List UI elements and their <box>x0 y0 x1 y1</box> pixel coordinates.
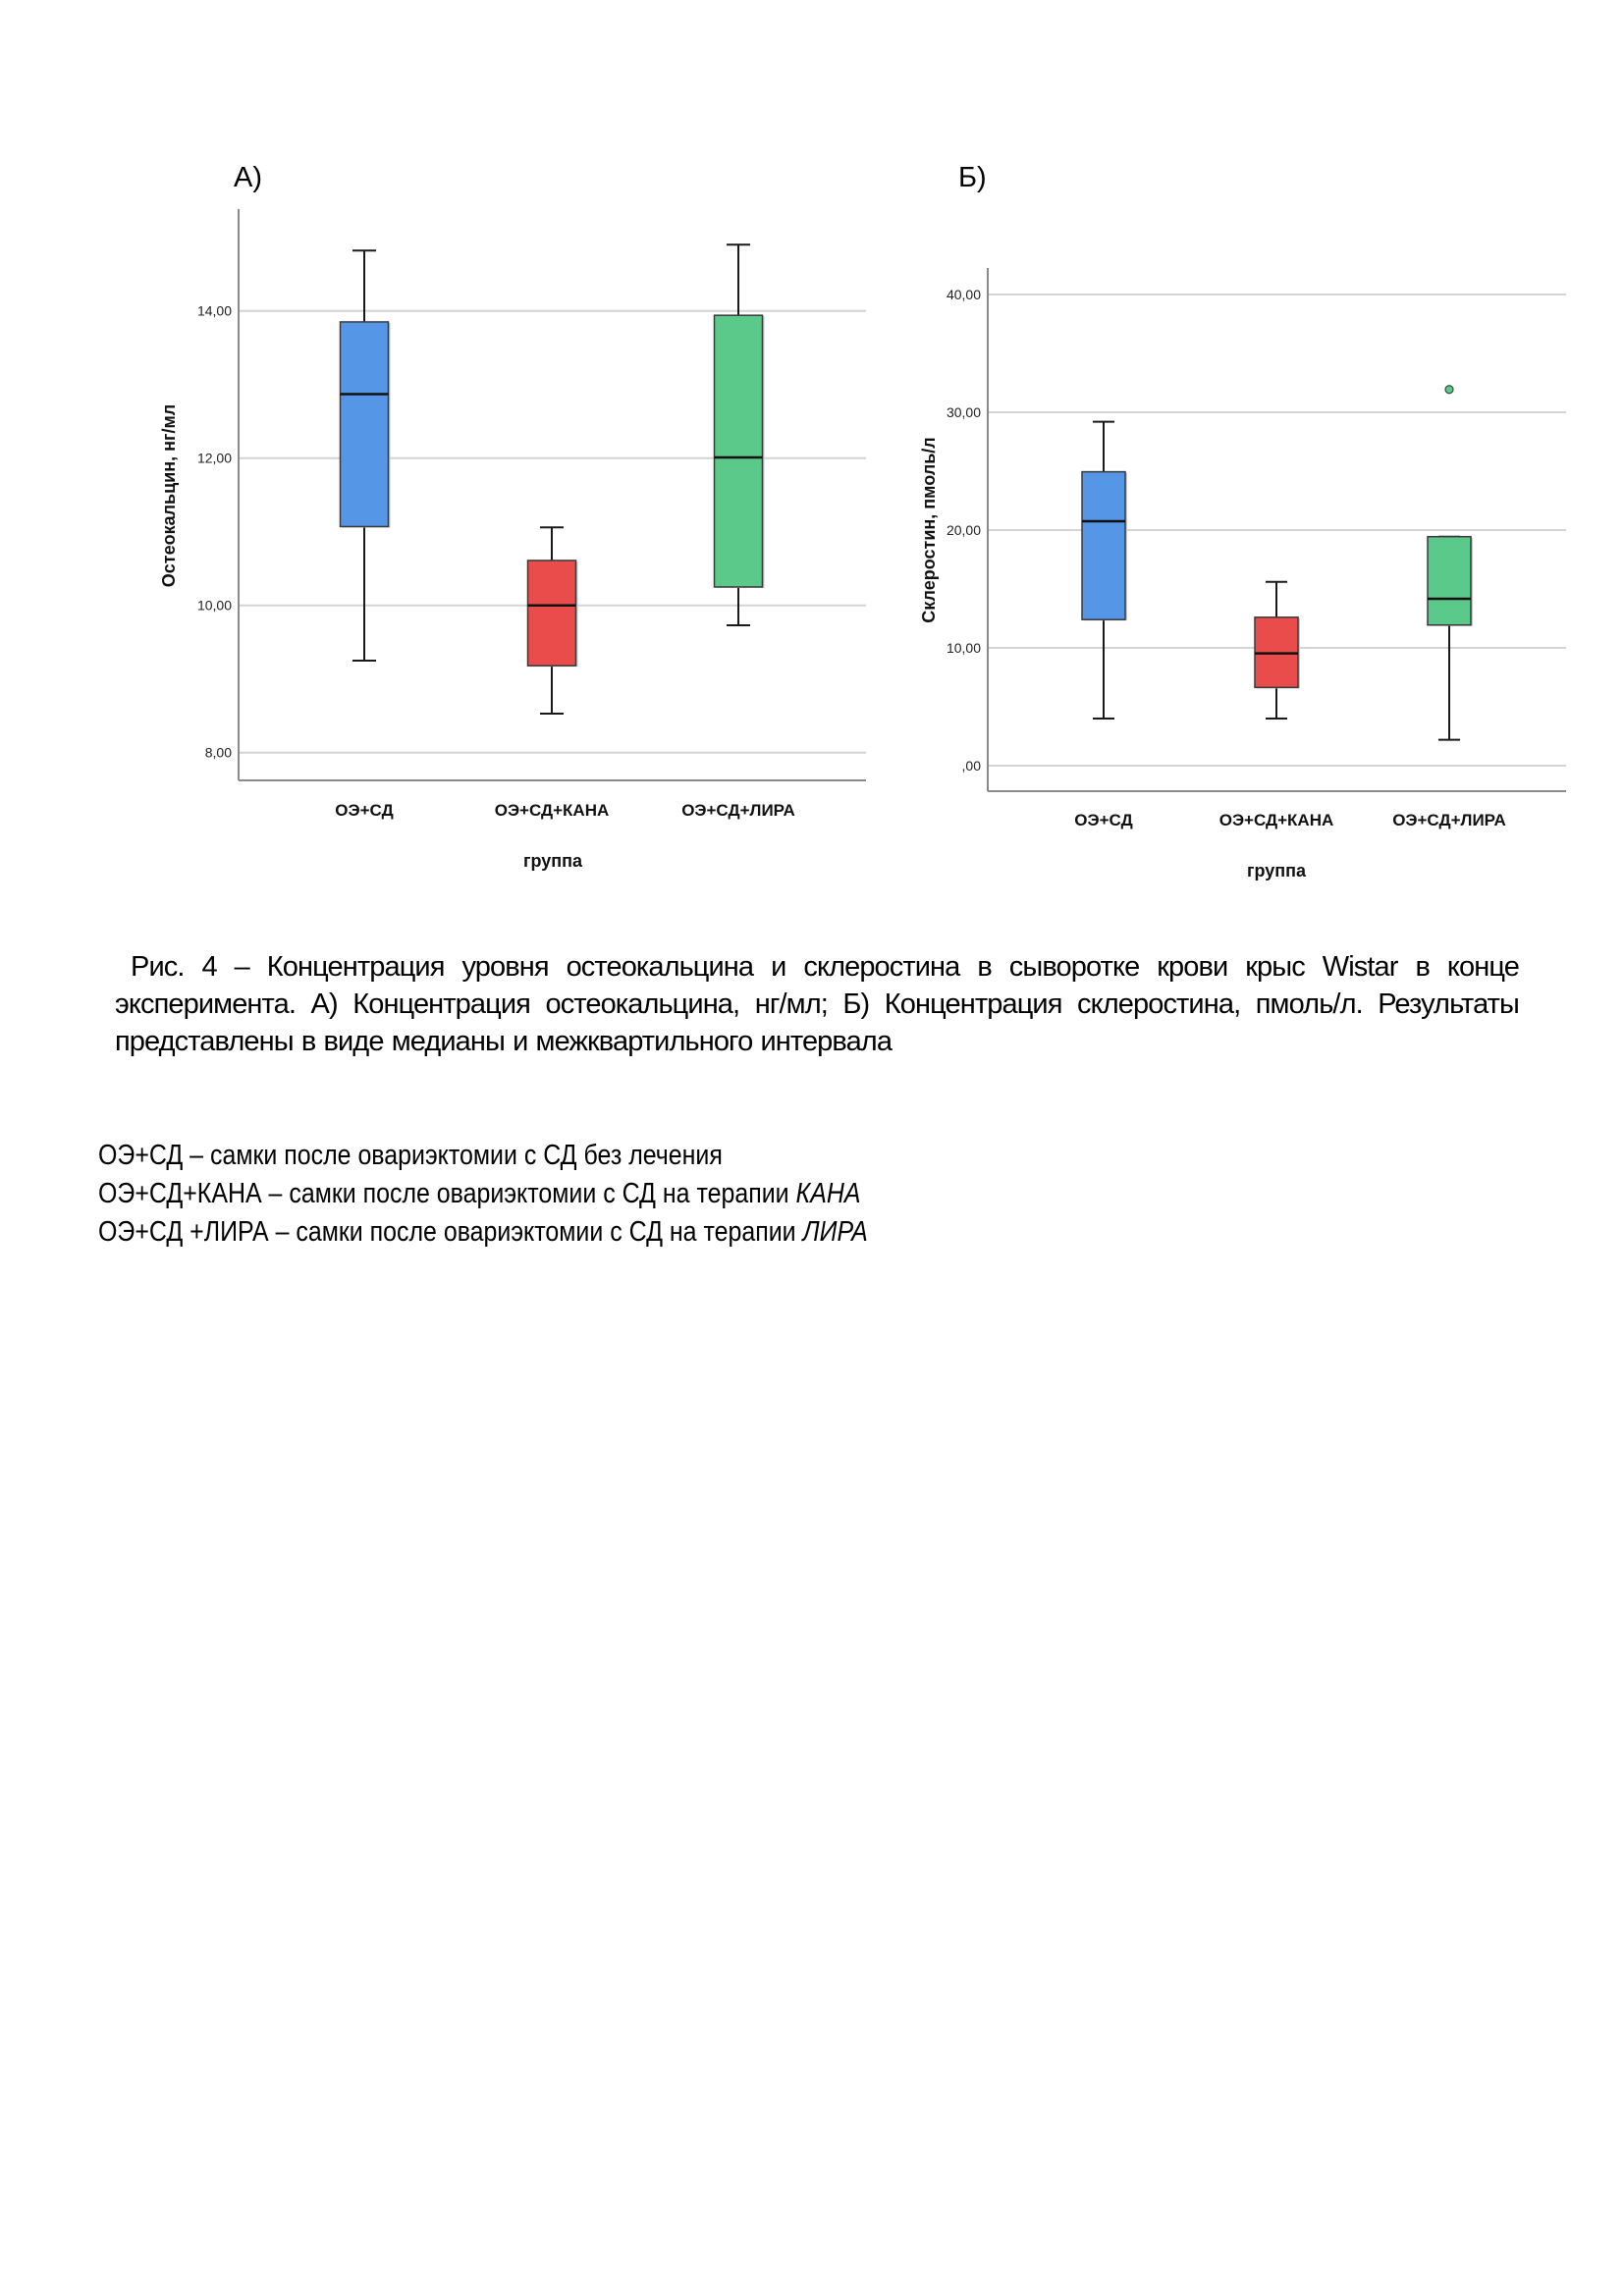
chart-a-boxes <box>341 244 765 714</box>
box-2 <box>528 527 578 714</box>
y-tick-label: ,00 <box>961 758 981 774</box>
figure-caption-text: Рис. 4 – Концентрация уровня остеокальцина и склеростина в сыворотке крови крыс Wistar в конце эксперимента. А) Концентрация остеокальцина, нг/мл; Б) Концентрация склеростина, пмоль/л. Результаты представлены в виде медианы и межквартильного интервала <box>115 951 1519 1057</box>
legend-item <box>98 1175 868 1213</box>
y-tick-label: 10,00 <box>946 640 981 656</box>
legend-desc: – самки после овариэктомии с СД без лечения <box>183 1140 723 1171</box>
chart-a-osteocalcin <box>159 162 866 871</box>
legend-abbr: ОЭ+СД+КАНА <box>98 1178 262 1209</box>
iqr-box <box>715 315 763 587</box>
x-tick-label: ОЭ+СД <box>335 801 394 820</box>
legend-desc: – самки после овариэктомии с СД на терапии <box>268 1216 803 1248</box>
legend-therapy: ЛИРА <box>802 1216 868 1248</box>
chart-b-sclerostin <box>919 162 1566 881</box>
x-tick-label: ОЭ+СД+ЛИРА <box>1392 811 1506 829</box>
legend-abbr: ОЭ+СД +ЛИРА <box>98 1216 269 1248</box>
legend-item <box>98 1137 868 1175</box>
box-1 <box>341 250 391 661</box>
legend-item <box>98 1213 868 1252</box>
iqr-box <box>1082 472 1125 620</box>
box-3 <box>715 244 765 625</box>
legend-abbr: ОЭ+СД <box>98 1140 184 1171</box>
y-tick-label: 12,00 <box>196 450 232 466</box>
group-legend <box>98 1137 993 1252</box>
figure-caption <box>115 948 1519 1060</box>
y-tick-label: 40,00 <box>946 287 981 302</box>
x-tick-label: ОЭ+СД <box>1074 811 1133 829</box>
box-3 <box>1428 386 1473 740</box>
x-tick-label: ОЭ+СД+ЛИРА <box>681 801 795 820</box>
legend-desc: – самки после овариэктомии с СД на терапии <box>261 1178 796 1209</box>
iqr-box <box>341 322 389 527</box>
iqr-box <box>1428 537 1471 625</box>
box-2 <box>1255 582 1300 719</box>
panel-label-a: A) <box>234 162 262 193</box>
outlier-point <box>1445 386 1453 394</box>
box-1 <box>1082 422 1127 719</box>
chart-b-y-ticks <box>947 287 981 774</box>
y-tick-label: 14,00 <box>196 302 232 319</box>
legend-therapy: КАНА <box>795 1178 861 1209</box>
x-tick-label: ОЭ+СД+КАНА <box>494 801 610 820</box>
y-tick-label: 30,00 <box>946 404 981 420</box>
chart-b-boxes <box>1082 386 1473 740</box>
x-tick-label: ОЭ+СД+КАНА <box>1218 811 1334 829</box>
chart-a-x-ticks <box>335 801 795 820</box>
chart-b-y-axis-title: Склеростин, пмоль/л <box>919 437 939 623</box>
iqr-box <box>528 561 576 666</box>
chart-a-x-axis-title: группа <box>522 851 583 871</box>
y-tick-label: 8,00 <box>204 744 232 761</box>
y-tick-label: 10,00 <box>196 597 232 614</box>
panel-label-b: Б) <box>958 162 987 193</box>
figure-charts <box>0 0 1624 942</box>
y-tick-label: 20,00 <box>946 522 981 538</box>
chart-b-x-ticks <box>1074 811 1506 829</box>
chart-b-x-axis-title: группа <box>1246 861 1307 881</box>
chart-a-y-ticks <box>197 303 232 761</box>
chart-a-y-axis-title: Остеокальцин, нг/мл <box>159 403 179 588</box>
